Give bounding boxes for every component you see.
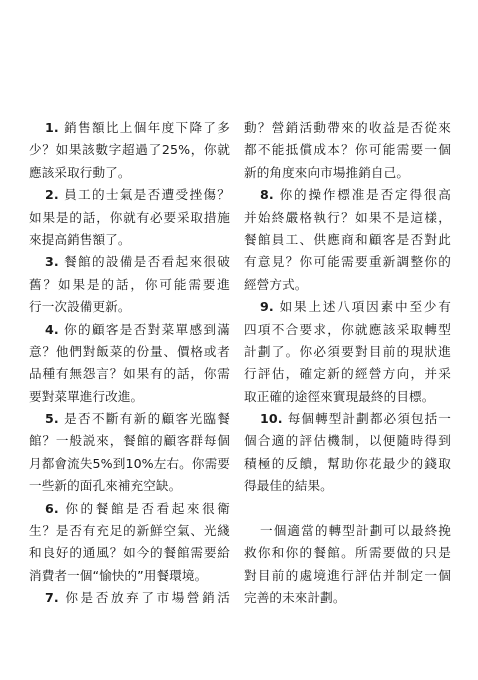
text-line — [244, 430, 451, 452]
text-line — [244, 139, 451, 161]
text-line — [244, 251, 451, 273]
line-text: 舊？如果是的話，你可能需要進 — [29, 276, 230, 292]
line-text: 取正確的途徑來實現最終的目標。 — [244, 388, 435, 404]
line-text: 你是否放弃了市場營銷活 — [58, 590, 230, 606]
line-text: 經營方式。 — [244, 276, 308, 292]
line-text: 如果是的話，你就有必要采取措施 — [29, 209, 230, 225]
text-line — [244, 565, 451, 587]
text-line — [29, 587, 230, 609]
text-line — [244, 296, 451, 318]
text-line — [29, 274, 230, 296]
text-line — [244, 498, 451, 520]
line-text: 意？他們對飯菜的份量、價格或者 — [29, 343, 230, 359]
item-number: 9. — [260, 299, 274, 315]
line-text: 救你和你的餐館。所需要做的只是 — [244, 545, 451, 561]
item-number: 7. — [45, 590, 59, 606]
line-text: 每個轉型計劃都必須包括一 — [282, 411, 451, 427]
text-line — [29, 363, 230, 385]
line-text: 你的操作標准是否定得很高 — [273, 187, 451, 203]
text-line — [29, 184, 230, 206]
line-text: 少？如果該數字超過了25%，你就 — [29, 142, 230, 158]
line-text: 月都會流失5%到10%左右。你需要 — [29, 455, 230, 471]
text-line — [244, 520, 451, 542]
text-line — [29, 341, 230, 363]
text-line — [29, 520, 230, 542]
line-text: 生？是否有充足的新鮮空氣、光綫 — [29, 523, 230, 539]
text-line — [244, 117, 451, 139]
line-text: 和良好的通風？如今的餐館需要給 — [29, 545, 230, 561]
text-line — [29, 296, 230, 318]
text-line — [29, 453, 230, 475]
text-line — [29, 498, 230, 520]
text-line — [244, 542, 451, 564]
line-text: 計劃了。你必須要對目前的現狀進 — [244, 343, 451, 359]
line-text: 動？營銷活動帶來的收益是否從來 — [244, 120, 451, 135]
left-column — [29, 117, 230, 610]
text-line — [244, 319, 451, 341]
line-text: 應該采取行動了。 — [29, 164, 131, 180]
line-text: 是否不斷有新的顧客光臨餐 — [58, 411, 230, 427]
text-line — [244, 162, 451, 184]
line-text: 對目前的處境進行評估并制定一個 — [244, 567, 451, 583]
item-number: 8. — [260, 187, 274, 203]
line-text: 都不能抵償成本？你可能需要一個 — [244, 142, 451, 158]
text-line — [29, 542, 230, 564]
text-line — [244, 341, 451, 363]
item-number: 5. — [45, 411, 59, 427]
text-line — [244, 363, 451, 385]
line-text: 如果上述八項因素中至少有 — [273, 299, 451, 315]
text-line — [244, 587, 451, 609]
line-text: 積極的反饋，幫助你花最少的錢取 — [244, 455, 451, 471]
text-line — [244, 475, 451, 497]
text-line — [29, 430, 230, 452]
right-column — [244, 117, 451, 610]
line-text: 餐館的設備是否看起來很破 — [58, 254, 230, 270]
text-line — [244, 274, 451, 296]
text-line — [244, 207, 451, 229]
item-number: 4. — [45, 321, 59, 337]
line-text: 你的顧客是否對菜單感到滿 — [58, 321, 230, 337]
line-text: 餐館員工、供應商和顧客是否對此 — [244, 231, 451, 247]
line-text: 一些新的面孔來補充空缺。 — [29, 478, 182, 494]
line-text: 要對菜單進行改進。 — [29, 388, 144, 404]
item-number: 6. — [45, 500, 59, 516]
text-line — [29, 408, 230, 430]
text-line — [29, 251, 230, 273]
line-text: 有意見？你可能需要重新調整你的 — [244, 254, 451, 270]
text-line — [244, 386, 451, 408]
line-text: 行評估，確定新的經營方向，并采 — [244, 366, 451, 382]
line-text: 品種有無怨言？如果有的話，你需 — [29, 366, 230, 382]
text-line — [244, 229, 451, 251]
line-text: 你的餐館是否看起來很衛 — [58, 500, 230, 516]
line-text: 并始終嚴格執行？如果不是這樣， — [244, 209, 451, 225]
line-text: 四項不合要求，你就應該采取轉型 — [244, 321, 451, 337]
line-text: 館？一般説來，餐館的顧客群每個 — [29, 433, 230, 449]
text-line — [29, 386, 230, 408]
text-line — [29, 475, 230, 497]
text-line — [244, 184, 451, 206]
line-text: 銷售額比上個年度下降了多 — [58, 120, 230, 135]
text-line — [29, 229, 230, 251]
line-text: 員工的士氣是否遭受挫傷？ — [58, 187, 230, 203]
text-line — [29, 319, 230, 341]
line-text: 新的角度來向市場推銷自己。 — [244, 164, 410, 180]
line-text: 得最佳的結果。 — [244, 478, 333, 494]
line-text: 個合適的評估機制，以便隨時得到 — [244, 433, 451, 449]
item-number: 10. — [260, 411, 283, 427]
text-line — [29, 139, 230, 161]
text-line — [29, 565, 230, 587]
text-line — [29, 207, 230, 229]
item-number: 2. — [45, 187, 59, 203]
line-text: 完善的未來計劃。 — [244, 590, 346, 606]
item-number: 1. — [45, 120, 59, 135]
text-line — [29, 117, 230, 139]
line-text: 一個適當的轉型計劃可以最終挽 — [260, 523, 451, 539]
line-text: 消費者一個“愉快的”用餐環境。 — [29, 567, 208, 583]
text-line — [29, 162, 230, 184]
text-line — [244, 408, 451, 430]
line-text: 行一次設備更新。 — [29, 299, 131, 315]
text-line — [244, 453, 451, 475]
item-number: 3. — [45, 254, 59, 270]
line-text: 來提高銷售額了。 — [29, 231, 131, 247]
